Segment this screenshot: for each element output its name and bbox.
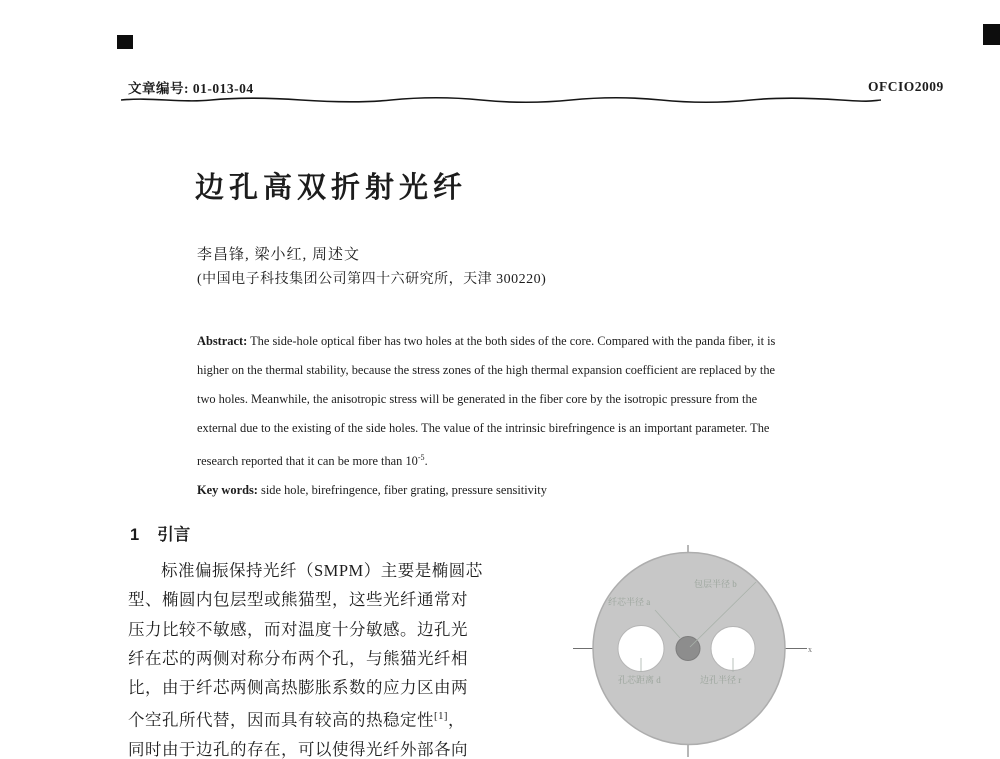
abstract-text: The side-hole optical fiber has two holes at the both sides of the core. Compared with the panda fiber, it is xyxy=(247,334,776,348)
citation-marker: [1] xyxy=(434,710,448,723)
body-line: 标准偏振保持光纤（SMPM）主要是椭圆芯 xyxy=(161,561,483,580)
abstract-line: higher on the thermal stability, because the stress zones of the high thermal expansion coefficient are replaced by the xyxy=(197,363,776,377)
section-number: 1 xyxy=(130,526,140,544)
conference-label: OFCIO2009 xyxy=(868,79,944,94)
section-heading xyxy=(130,521,190,545)
body-line: 压力比较不敏感，而对温度十分敏感。边孔光 xyxy=(128,619,468,639)
abstract-superscript: -5 xyxy=(417,453,425,462)
keywords-line xyxy=(197,476,797,505)
authors: 李昌锋, 梁小红, 周述文 xyxy=(197,247,361,263)
body-line xyxy=(128,702,498,735)
abstract-line: external due to the existing of the side holes. The value of the intrinsic birefringence is an important parameter. The xyxy=(197,421,770,435)
abstract-period: . xyxy=(424,454,428,469)
intro-paragraph xyxy=(128,556,498,759)
abstract-line xyxy=(197,443,797,476)
hole-distance-label: 孔芯距离 d xyxy=(618,675,661,685)
keywords-label: Key words: xyxy=(197,483,258,498)
body-line: 型、椭圆内包层型或熊猫型，这些光纤通常对 xyxy=(128,590,468,610)
paper-title: 边孔高双折射光纤 xyxy=(195,172,468,204)
hole-radius-label: 边孔半径 r xyxy=(700,675,742,685)
abstract-line xyxy=(197,327,797,356)
fiber-cross-section-figure xyxy=(560,530,820,759)
scan-artifact-top-right xyxy=(983,24,1000,45)
scan-artifact-top-left xyxy=(117,35,133,49)
section-title: 引言 xyxy=(157,526,191,544)
body-line: 比，由于纤芯两侧高热膨胀系数的应力区由两 xyxy=(128,678,468,698)
x-axis-label: x xyxy=(808,645,812,654)
abstract-label: Abstract: xyxy=(197,334,248,348)
body-line: 同时由于边孔的存在，可以使得光纤外部各向 xyxy=(128,740,468,759)
body-text: ， xyxy=(448,710,465,730)
abstract-line: two holes. Meanwhile, the anisotropic stress will be generated in the fiber core by the isotropic pressure from the xyxy=(197,392,758,406)
abstract-block xyxy=(197,327,797,505)
abstract-text: research reported that it can be more than 10 xyxy=(197,454,418,469)
keywords-text: side hole, birefringence, fiber grating, pressure sensitivity xyxy=(257,483,547,498)
body-text: 个空孔所代替，因而具有较高的热稳定性 xyxy=(128,710,434,730)
article-number: 文章编号: 01-013-04 xyxy=(128,81,254,96)
core-radius-label: 纤芯半径 a xyxy=(608,597,651,607)
fiber-core xyxy=(676,637,700,661)
affiliation: (中国电子科技集团公司第四十六研究所，天津 300220) xyxy=(197,272,547,287)
body-line: 纤在芯的两侧对称分布两个孔，与熊猫光纤相 xyxy=(128,648,468,668)
cladding-radius-label: 包层半径 b xyxy=(694,579,737,589)
header-rule xyxy=(121,94,881,106)
